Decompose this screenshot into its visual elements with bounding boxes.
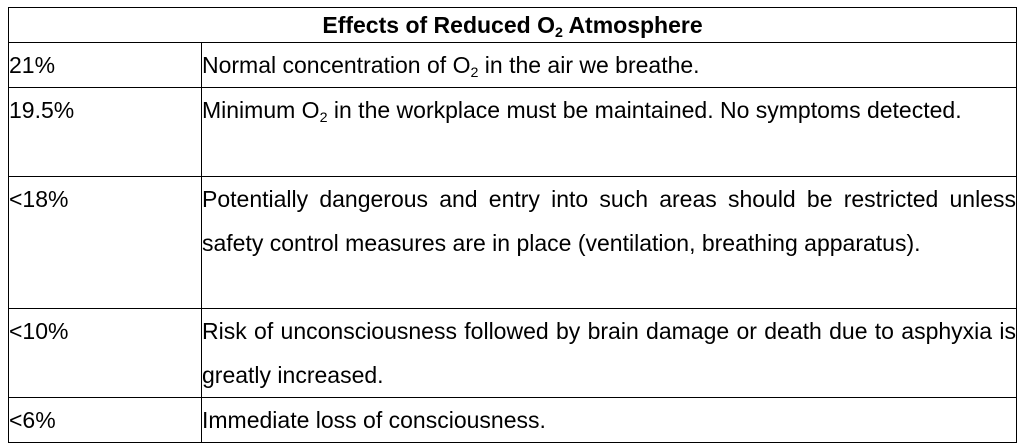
table-row	[9, 43, 1017, 88]
table-title	[9, 8, 1017, 43]
title-suffix: Atmosphere	[562, 12, 703, 38]
effect-text: in the workplace must be maintained. No symptoms detected.	[327, 97, 962, 123]
effect-subscript: 2	[470, 64, 479, 81]
effect-text: Minimum O	[202, 97, 320, 123]
effect-cell: Immediate loss of consciousness.	[202, 398, 1017, 443]
concentration-cell: 19.5%	[9, 88, 202, 177]
table-row	[9, 309, 1017, 398]
oxygen-effects-table	[8, 7, 1017, 443]
concentration-cell: <6%	[9, 398, 202, 443]
table-title-row	[9, 8, 1017, 43]
concentration-cell: <10%	[9, 309, 202, 398]
table-row	[9, 398, 1017, 443]
table-row	[9, 88, 1017, 177]
effect-text: in the air we breathe.	[478, 52, 700, 78]
effect-cell: Potentially dangerous and entry into such areas should be restricted unless safety control measures are in place (ventilation, breathing apparatus).	[202, 177, 1017, 309]
title-prefix: Effects of Reduced O	[322, 12, 555, 38]
effect-cell	[202, 88, 1017, 177]
concentration-cell: <18%	[9, 177, 202, 309]
title-subscript: 2	[554, 24, 563, 41]
effect-cell: Risk of unconsciousness followed by brain damage or death due to asphyxia is greatly increased.	[202, 309, 1017, 398]
effect-text: Normal concentration of O	[202, 52, 471, 78]
effect-cell	[202, 43, 1017, 88]
concentration-cell: 21%	[9, 43, 202, 88]
table-row	[9, 177, 1017, 309]
effect-subscript: 2	[319, 109, 328, 126]
